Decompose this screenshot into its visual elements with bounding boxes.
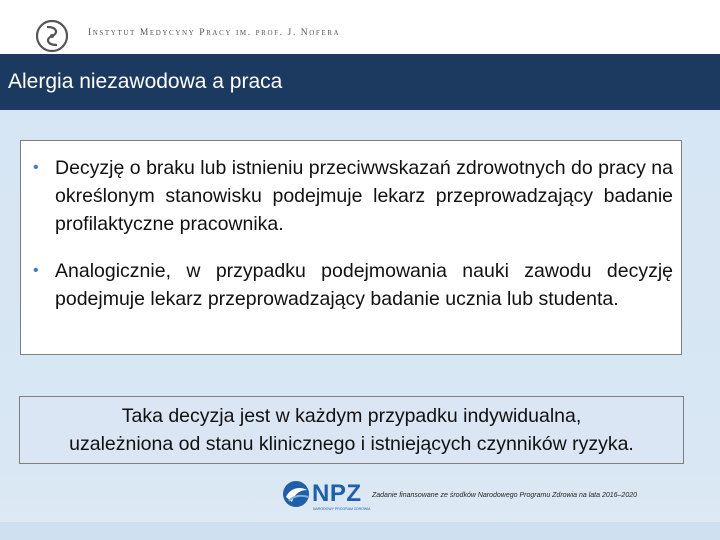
npz-subtitle: NARODOWY PROGRAM ZDROWIA	[313, 507, 371, 511]
logo-strip	[0, 0, 720, 54]
bullet-item	[33, 154, 673, 238]
institute-logo-icon	[34, 18, 70, 54]
bullet-text: Analogicznie, w przypadku podejmowania nauki zawodu decyzję podejmuje lekarz przeprowadzający badanie ucznia lub studenta.	[55, 260, 673, 310]
bullet-text: Decyzję o braku lub istnieniu przeciwwskazań zdrowotnych do pracy na określonym stanowisku podejmuje lekarz przeprowadzający badanie profilaktyczne pracownika.	[55, 157, 673, 235]
funding-note: Zadanie finansowane ze środków Narodowego Programu Zdrowia na lata 2016–2020	[372, 492, 637, 499]
note-line: Taka decyzja jest w każdym przypadku indywidualna,	[121, 405, 582, 427]
bullet-dot-icon: •	[33, 159, 39, 176]
bottom-bar	[0, 522, 720, 540]
npz-label: NPZ	[312, 480, 362, 507]
highlight-note	[19, 396, 684, 464]
bullet-list-box	[20, 140, 682, 355]
institute-name: Instytut Medycyny Pracy im. prof. J. Nofera	[88, 28, 341, 38]
page-title: Alergia niezawodowa a praca	[8, 70, 283, 93]
bullet-dot-icon: •	[33, 262, 39, 279]
note-line: uzależniona od stanu klinicznego i istniejących czynników ryzyka.	[69, 433, 634, 455]
bullet-item	[33, 257, 673, 313]
title-bar	[0, 54, 720, 110]
